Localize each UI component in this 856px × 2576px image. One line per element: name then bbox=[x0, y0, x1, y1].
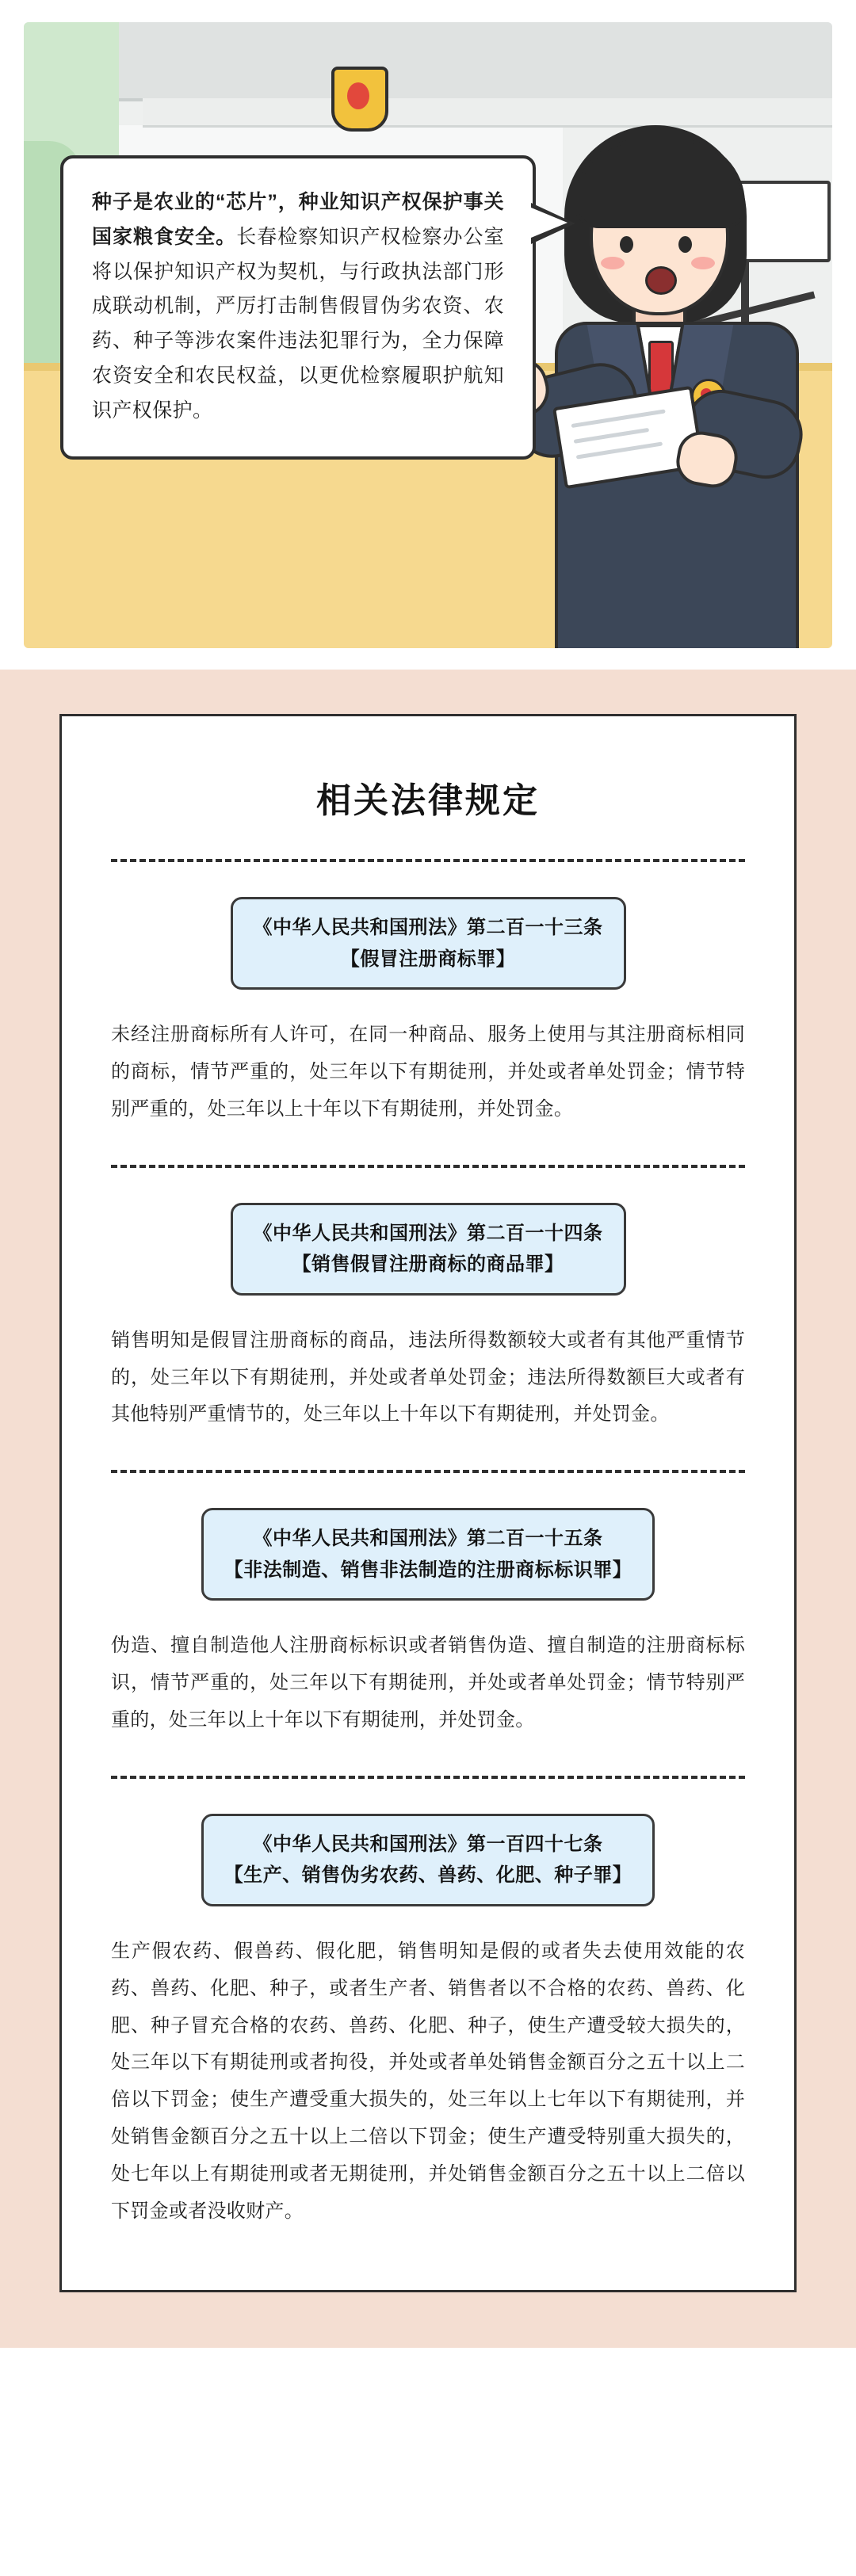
hero-scene bbox=[24, 22, 832, 648]
divider bbox=[111, 1776, 745, 1779]
law-heading-1: 《中华人民共和国刑法》第二百一十三条 【假冒注册商标罪】 bbox=[231, 897, 626, 990]
speech-bubble-lead: 种子是农业的“芯片”，种业知识产权保护事关国家粮食安全。 bbox=[92, 191, 504, 248]
law-item-1 bbox=[111, 859, 745, 1128]
divider bbox=[111, 1470, 745, 1473]
procuratorate-emblem-icon bbox=[331, 67, 388, 132]
speech-bubble-rest: 长春检察知识产权检察办公室将以保护知识产权为契机，与行政执法部门形成联动机制，严厉打击制售假冒伪劣农资、农药、种子等涉农案件违法犯罪行为，全力保障农资安全和农民权益，以更优检察履职护航知识产权保护。 bbox=[92, 225, 504, 422]
law-body-2: 销售明知是假冒注册商标的商品，违法所得数额较大或者有其他严重情节的，处三年以下有期徒刑，并处或者单处罚金；违法所得数额巨大或者有其他特别严重情节的，处三年以上十年以下有期徒刑，并处罚金。 bbox=[111, 1329, 745, 1425]
law-body-4: 生产假农药、假兽药、假化肥，销售明知是假的或者失去使用效能的农药、兽药、化肥、种子，或者生产者、销售者以不合格的农药、兽药、化肥、种子冒充合格的农药、兽药、化肥、种子，使生产遭受较大损失的，处三年以下有期徒刑或者拘役，并处或者单处销售金额百分之五十以上二倍以下罚金；使生产遭受重大损失的，处三年以上七年以下有期徒刑，并处销售金额百分之五十以上二倍以下罚金；使生产遭受特别重大损失的，处七年以上有期徒刑或者无期徒刑，并处销售金额百分之五十以上二倍以下罚金或者没收财产。 bbox=[111, 1940, 745, 2222]
law-item-4 bbox=[111, 1776, 745, 2231]
prosecutor-character bbox=[522, 117, 832, 648]
speech-bubble-text bbox=[92, 185, 504, 428]
law-heading-3: 《中华人民共和国刑法》第二百一十五条 【非法制造、销售非法制造的注册商标标识罪】 bbox=[201, 1508, 655, 1601]
law-heading-2: 《中华人民共和国刑法》第二百一十四条 【销售假冒注册商标的商品罪】 bbox=[231, 1203, 626, 1296]
law-heading-wrap-3 bbox=[111, 1508, 745, 1601]
scene-ceiling bbox=[119, 22, 832, 101]
page-title: 相关法律规定 bbox=[316, 781, 540, 820]
divider bbox=[111, 859, 745, 862]
character-blush-left bbox=[601, 257, 625, 269]
character-hair-front bbox=[574, 139, 745, 228]
law-section bbox=[0, 670, 856, 2348]
law-body-3: 伪造、擅自制造他人注册商标标识或者销售伪造、擅自制造的注册商标标识，情节严重的，处三年以下有期徒刑，并处或者单处罚金；情节特别严重的，处三年以上十年以下有期徒刑，并处罚金。 bbox=[111, 1635, 745, 1731]
character-eye-left bbox=[620, 236, 633, 253]
hero-illustration bbox=[0, 0, 856, 670]
law-card bbox=[59, 714, 797, 2292]
law-heading-wrap-1 bbox=[111, 897, 745, 990]
law-item-3 bbox=[111, 1470, 745, 1739]
law-heading-4: 《中华人民共和国刑法》第一百四十七条 【生产、销售伪劣农药、兽药、化肥、种子罪】 bbox=[201, 1814, 655, 1906]
character-eye-right bbox=[678, 236, 692, 253]
law-body-1: 未经注册商标所有人许可，在同一种商品、服务上使用与其注册商标相同的商标，情节严重的，处三年以下有期徒刑，并处或者单处罚金；情节特别严重的，处三年以上十年以下有期徒刑，并处罚金。 bbox=[111, 1024, 745, 1120]
divider bbox=[111, 1165, 745, 1168]
law-item-2 bbox=[111, 1165, 745, 1434]
character-blush-right bbox=[691, 257, 715, 269]
speech-bubble bbox=[60, 155, 536, 460]
character-mouth bbox=[645, 266, 677, 295]
law-heading-wrap-4 bbox=[111, 1814, 745, 1906]
law-heading-wrap-2 bbox=[111, 1203, 745, 1296]
